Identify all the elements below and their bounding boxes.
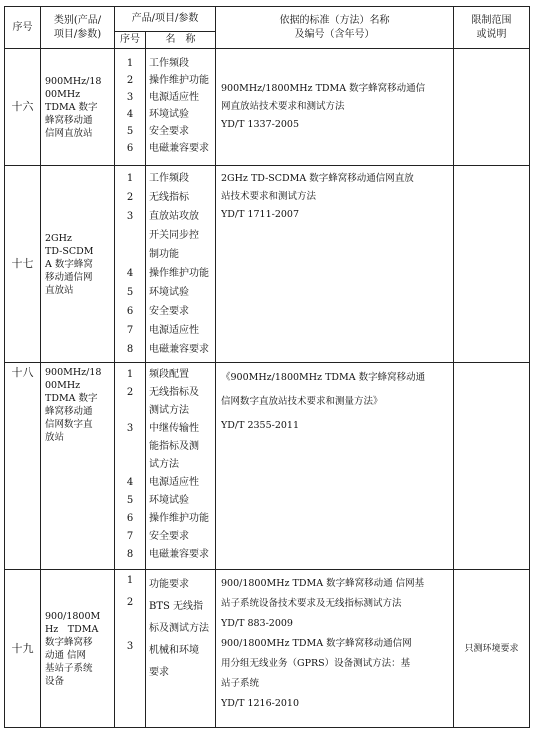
item-number: 3 [126,423,134,434]
category-line: 900/1800M [45,610,101,622]
row-limit: 只测环境要求 [454,570,530,728]
table-row [5,363,530,570]
header-product-group: 产品/项目/参数 [115,7,216,32]
row-seq: 十六 [5,49,41,166]
row-category [41,49,115,166]
item-name: BTS 无线指 [149,601,204,612]
table-row [5,49,530,166]
item-number: 1 [126,575,134,586]
category-line: 00MHz [45,88,81,100]
standard-line: 《900MHz/1800MHz TDMA 数字蜂窝移动通 [221,372,426,383]
category-line: 2GHz [45,232,72,244]
item-number: 4 [126,109,134,120]
category-line: 放站 [45,432,65,443]
item-name: 电磁兼容要求 [149,344,209,355]
item-name: 操作维护功能 [149,513,209,524]
standard-line: YD/T 1216-2010 [221,698,300,709]
header-row [5,7,530,32]
item-name: 测试方法 [149,405,189,416]
item-number: 6 [126,513,134,524]
row-standard [216,363,454,570]
standard-line: 2GHz TD-SCDMA 数字蜂窝移动通信网直放 [221,173,414,184]
header-category [41,7,115,49]
category-line: TDMA 数字 [45,393,98,404]
item-number: 5 [126,287,134,298]
row-seq: 十七 [5,166,41,363]
standard-line: 站子系统设备技术要求及无线指标测试方法 [221,598,402,609]
item-number: 7 [126,531,134,542]
item-number: 6 [126,306,134,317]
item-name: 安全要求 [149,126,189,137]
item-number: 2 [126,387,134,398]
item-name: 标及测试方法 [149,623,209,634]
item-number: 1 [126,369,134,380]
category-line: A 数字蜂窝 [45,258,93,270]
category-line: Hz TDMA [45,623,99,635]
row-limit [454,166,530,363]
item-name: 无线指标 [149,192,189,203]
item-name: 电源适应性 [149,325,199,336]
item-number: 4 [126,477,134,488]
item-name: 工作频段 [149,58,189,69]
category-line: 基站子系统 [45,662,93,674]
header-seq: 序号 [5,7,41,49]
item-name: 无线指标及 [149,387,199,398]
category-line: 移动通信网 [45,271,93,283]
standard-line: 网直放站技术要求和测试方法 [221,101,345,112]
item-name: 试方法 [149,459,179,470]
row-standard [216,570,454,728]
category-line: 00MHz [45,380,81,391]
standard-line: 900MHz/1800MHz TDMA 数字蜂窝移动通信 [221,83,426,94]
table-row [5,570,530,728]
item-name: 工作频段 [149,173,189,184]
item-name: 能指标及测 [149,441,199,452]
item-name: 安全要求 [149,531,189,542]
row-standard [216,166,454,363]
category-line: 直放站 [45,284,74,296]
item-number: 3 [126,211,134,222]
item-numbers [115,570,146,728]
category-line: TDMA 数字 [45,101,98,113]
standard-line: YD/T 883-2009 [221,618,293,629]
header-standard-line: 及编号（含年号） [294,28,375,40]
standard-line: 用分组无线业务（GPRS）设备测试方法：基 [221,658,411,669]
standard-line: YD/T 2355-2011 [221,420,300,431]
item-number: 5 [126,126,134,137]
category-line: TD-SCDM [45,245,94,257]
header-limit [454,7,530,49]
standard-line: 900/1800MHz TDMA 数字蜂窝移动通 信网基 [221,578,425,589]
category-line: 设备 [45,675,65,687]
header-category-line: 类别(产品/ [53,14,102,26]
item-name: 安全要求 [149,306,189,317]
item-name: 功能要求 [149,579,189,590]
header-limit-line: 或说明 [476,28,507,40]
header-sub-name: 名 称 [146,32,216,49]
item-number: 8 [126,344,134,355]
row-category [41,166,115,363]
item-name: 直放站攻放 [149,211,199,222]
item-name: 环境试验 [149,287,189,298]
category-line: 动通 信网 [45,649,87,661]
item-number: 2 [126,597,134,608]
item-number: 3 [126,641,134,652]
item-numbers [115,49,146,166]
item-name: 操作维护功能 [149,75,209,86]
row-category [41,570,115,728]
standard-line: 站子系统 [221,678,260,689]
header-standard-line: 依据的标准（方法）名称 [279,14,390,26]
item-number: 1 [126,173,134,184]
header-sub-seq: 序号 [115,32,146,49]
item-number: 3 [126,92,134,103]
row-seq: 十九 [5,570,41,728]
row-category [41,363,115,570]
item-name: 环境试验 [149,495,189,506]
category-line: 900MHz/18 [45,367,102,378]
header-limit-line: 限制范围 [471,14,512,26]
item-number: 8 [126,549,134,560]
item-name: 机械和环境 [149,645,199,656]
item-number: 2 [126,75,134,86]
item-name: 频段配置 [149,369,189,380]
item-name: 环境试验 [149,109,189,120]
item-number: 1 [126,58,134,69]
item-number: 7 [126,325,134,336]
row-limit [454,49,530,166]
item-numbers [115,363,146,570]
item-names [146,570,216,728]
row-seq: 十八 [5,363,41,570]
header-standard [216,7,454,49]
standard-line: YD/T 1711-2007 [221,209,300,220]
item-name: 操作维护功能 [149,268,209,279]
standard-line: 站技术要求和测试方法 [221,191,317,202]
item-names [146,49,216,166]
item-name: 制功能 [149,249,179,260]
category-line: 900MHz/18 [45,75,102,87]
item-names [146,166,216,363]
category-line: 蜂窝移动通 [45,114,93,126]
standard-line: YD/T 1337-2005 [221,119,300,130]
category-line: 信网直放站 [45,127,93,139]
category-line: 数字蜂窝移 [45,636,93,648]
category-line: 蜂窝移动通 [45,406,93,417]
item-name: 电源适应性 [149,477,199,488]
standards-table [4,6,530,728]
item-name: 电源适应性 [149,92,199,103]
item-number: 5 [126,495,134,506]
category-line: 信网数字直 [45,419,93,430]
row-standard [216,49,454,166]
item-number: 4 [126,268,134,279]
item-names [146,363,216,570]
item-name: 开关同步控 [149,230,199,241]
row-limit [454,363,530,570]
item-name: 电磁兼容要求 [149,143,209,154]
item-name: 电磁兼容要求 [149,549,209,560]
item-name: 要求 [149,667,169,678]
item-number: 2 [126,192,134,203]
item-number: 6 [126,143,134,154]
table-row [5,166,530,363]
item-name: 中继传输性 [149,423,199,434]
standard-line: 信网数字直放站技术要求和测量方法》 [221,396,383,407]
item-numbers [115,166,146,363]
header-category-line: 项目/参数) [53,28,102,40]
standard-line: 900/1800MHz TDMA 数字蜂窝移动通信网 [221,638,412,649]
